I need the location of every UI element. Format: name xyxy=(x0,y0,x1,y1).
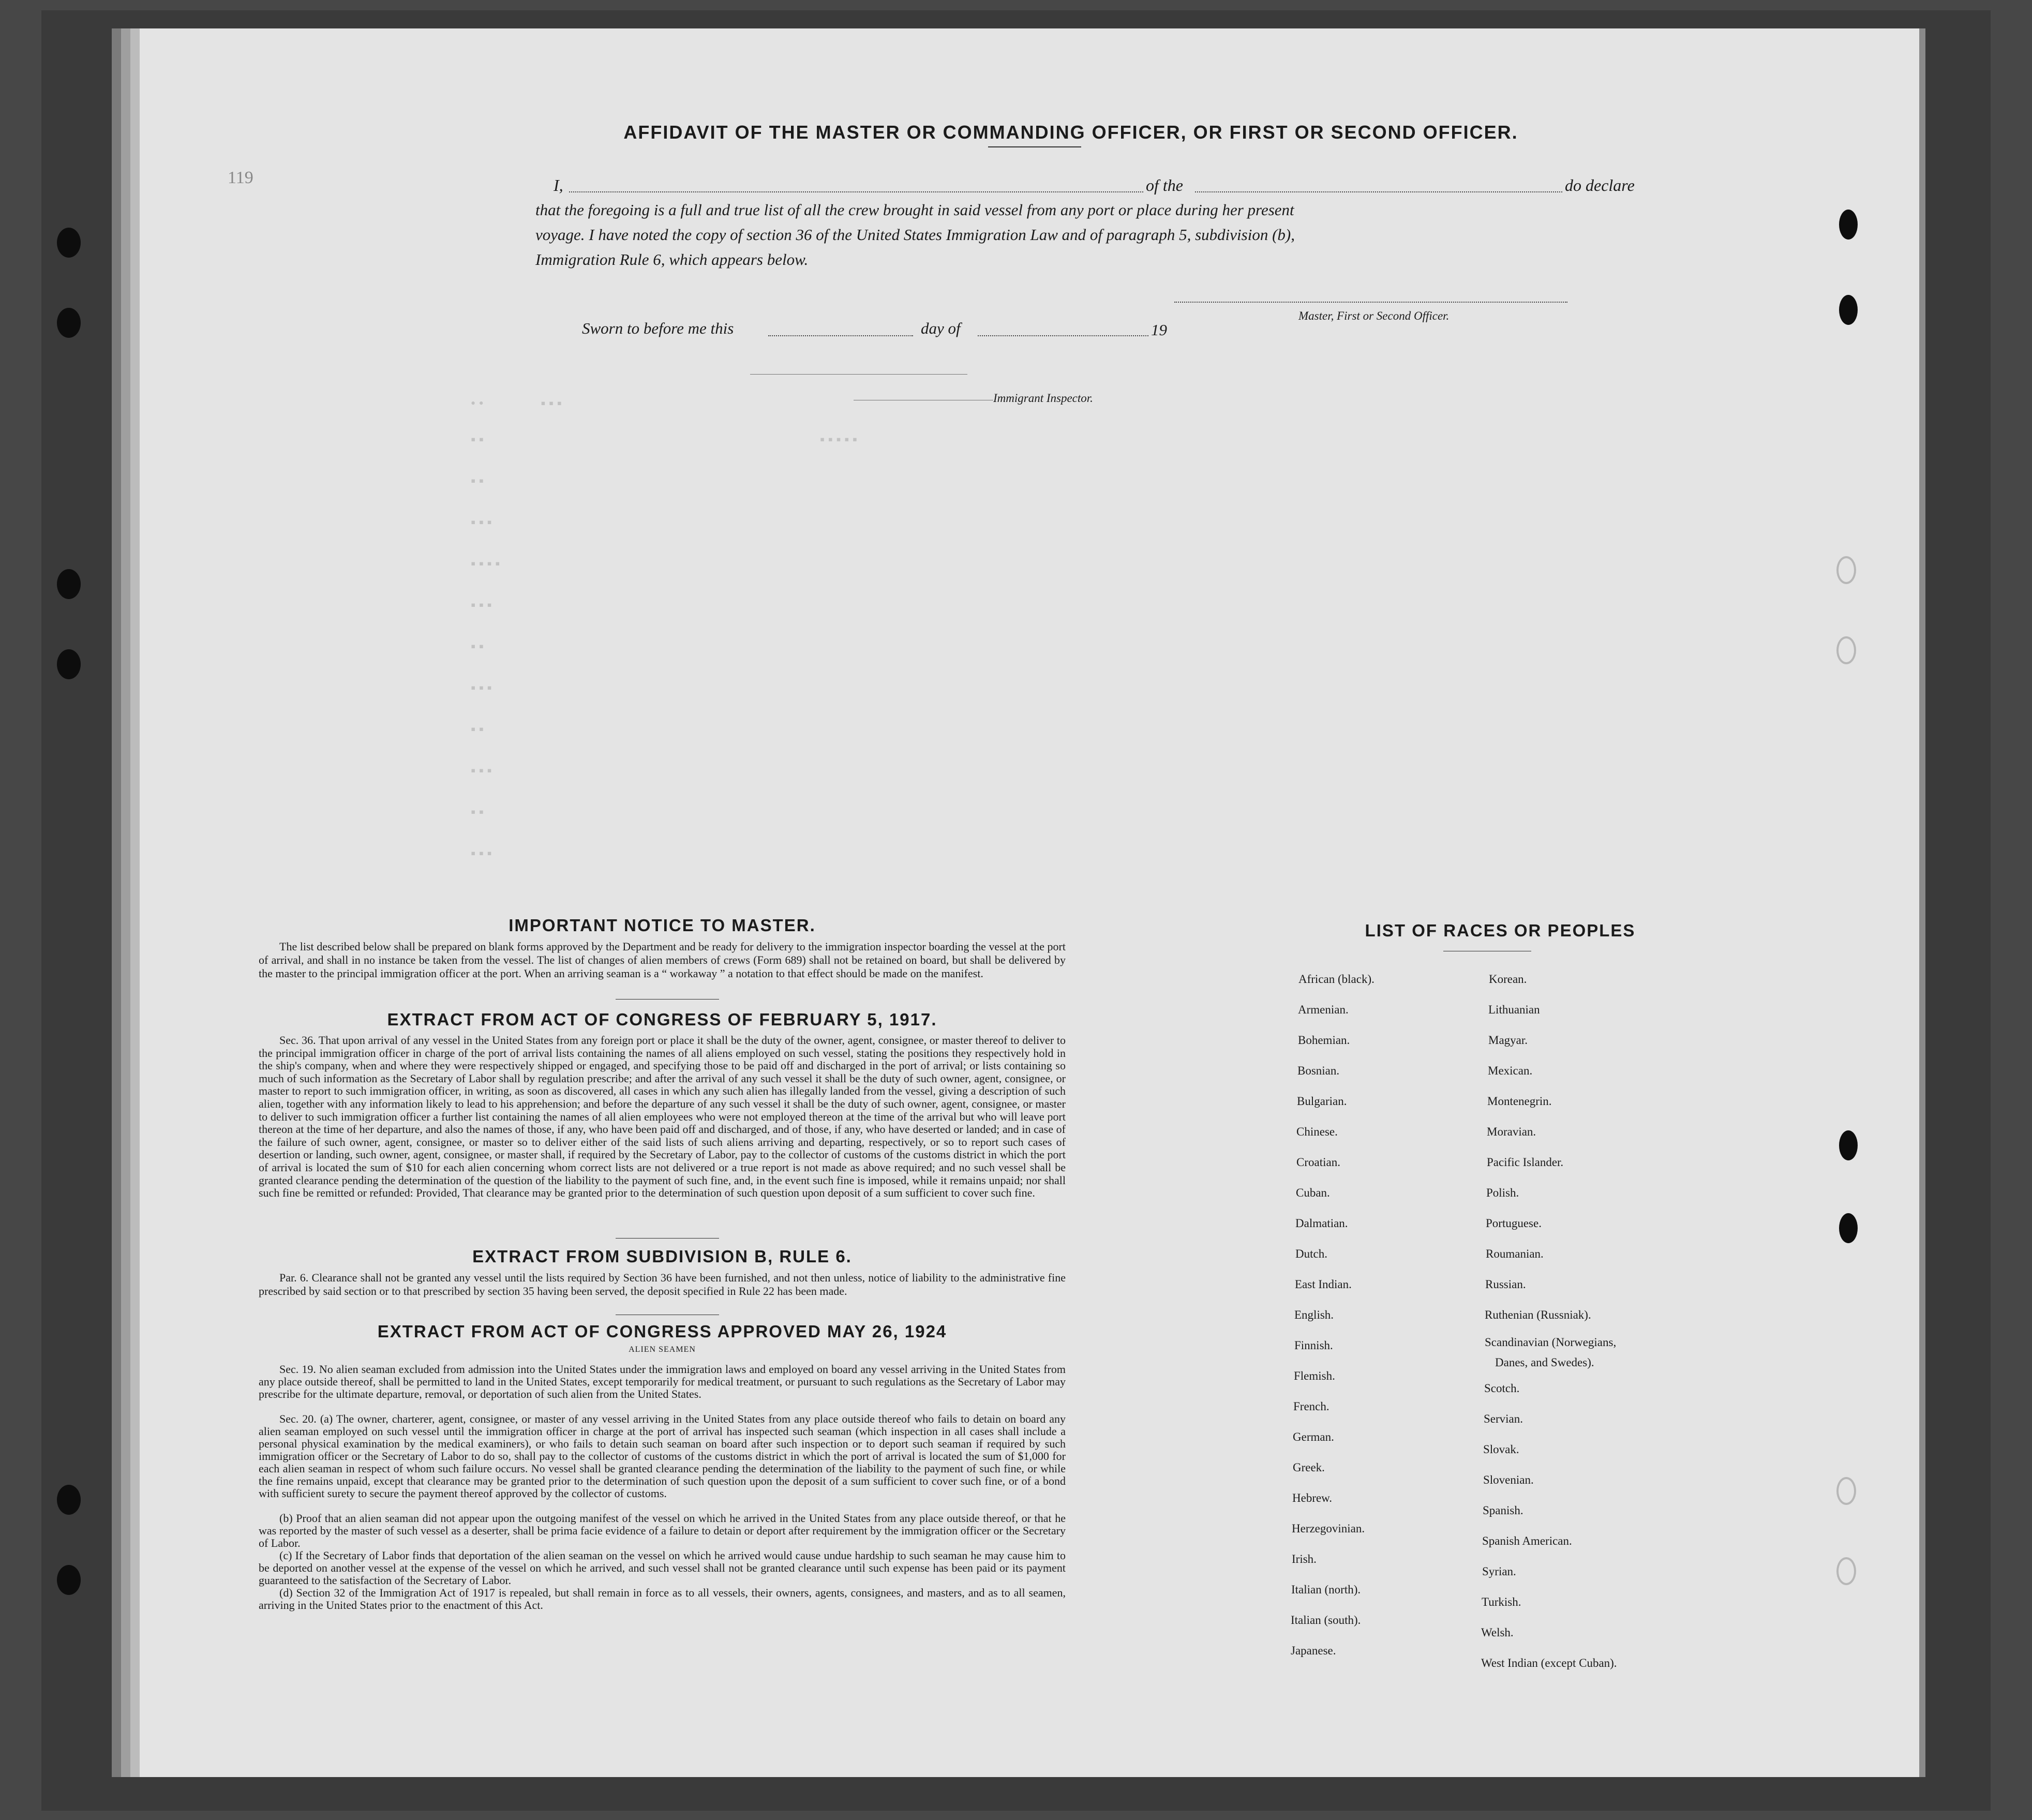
race-item: Italian (north). xyxy=(1291,1583,1361,1596)
race-item: Croatian. xyxy=(1296,1156,1340,1169)
extract-1924-p1: Sec. 19. No alien seaman excluded from admission into the United States under the immigration laws and employed on board any vessel arriving in the United States from any place outside thereof, shall be permitted to land in the United States, except temporarily for medical treatment, or pursuant to such regulations as the Secretary of Labor may prescribe for the ultimate departure, removal, or deportation of such alien from the United States. xyxy=(259,1363,1066,1400)
race-item: African (black). xyxy=(1298,973,1374,986)
race-item: English. xyxy=(1294,1308,1334,1321)
race-item: Moravian. xyxy=(1487,1125,1536,1138)
punch-hole xyxy=(1839,1213,1858,1243)
extract-rule6-text: Par. 6. Clearance shall not be granted any vessel until the lists required by Section 36 have been furnished, and not then unless, notice of liability to the administrative fine prescribed by said section or to that prescribed by section 35 having been served, the deposit specified in Rule 22 has been made. xyxy=(259,1271,1066,1297)
inspector-label: Immigrant Inspector. xyxy=(993,392,1093,405)
bleed-through-text: • • ▪ ▪ ▪ xyxy=(471,396,562,411)
race-item: Chinese. xyxy=(1296,1125,1338,1138)
race-item: Dutch. xyxy=(1295,1247,1327,1260)
race-item: Portuguese. xyxy=(1486,1217,1542,1230)
race-item: Roumanian. xyxy=(1486,1247,1544,1260)
bleed-through-text: ▪ ▪ ▪ xyxy=(471,846,492,861)
race-item: Greek. xyxy=(1293,1461,1325,1474)
punch-hole xyxy=(1836,1557,1856,1585)
affidavit-i: I, xyxy=(554,176,563,195)
punch-hole xyxy=(57,569,81,599)
punch-hole xyxy=(1836,636,1856,664)
race-item: Servian. xyxy=(1484,1412,1523,1425)
race-item: Russian. xyxy=(1485,1278,1526,1291)
race-item: Dalmatian. xyxy=(1295,1217,1348,1230)
races-title: LIST OF RACES OR PEOPLES xyxy=(1365,921,1636,940)
race-item: Korean. xyxy=(1489,973,1527,986)
extract-1924-p2: Sec. 20. (a) The owner, charterer, agent, consignee, or master of any vessel arriving in the United States from any place outside thereof who fails to detain on board any alien seaman employed on such vessel until the immigration officer in charge at the port of arrival has inspected such seaman (which inspection in all cases shall include a personal physical examination by the medical examiners), or who fails to detain such seaman on board after such inspection or to deport such seaman if required by such immigration officer or the Secretary of Labor to do so, shall pay to the collector of customs of the customs district in which the port of arrival is located the sum of $1,000 for each alien seaman in respect of whom such failure occurs. No vessel shall be granted clearance pending the determination of the liability to the payment of such fine, or while the fine remains unpaid, except that clearance may be granted prior to the determination of such question upon the deposit of a sum sufficient to cover such fine, or of a bond with sufficient surety to secure the payment thereof approved by the collector of customs. xyxy=(259,1412,1066,1500)
punch-hole xyxy=(57,649,81,679)
extract-1924-subtitle: ALIEN SEAMEN xyxy=(629,1345,696,1354)
margin-stamp: 119 xyxy=(228,168,253,187)
affidavit-line-1 xyxy=(554,176,563,195)
punch-hole xyxy=(1836,556,1856,584)
race-item: Armenian. xyxy=(1298,1003,1349,1016)
race-item: Scotch. xyxy=(1484,1382,1520,1395)
punch-hole xyxy=(57,308,81,338)
sworn-text: Sworn to before me this xyxy=(582,319,734,337)
title-rule xyxy=(988,146,1081,147)
race-item: Slovak. xyxy=(1483,1443,1519,1456)
notice-text: The list described below shall be prepared on blank forms approved by the Department and be ready for delivery to the immigration inspector boarding the vessel at the port of arrival, and shall in no instance be taken from the vessel. The list of changes of alien members of crews (Form 689) shall not be retained on board, but shall be delivered by the master to the principal immigration officer at the port. When an arriving seaman is a “ workaway ” a notation to that effect should be made on the manifest. xyxy=(259,940,1066,980)
punch-hole xyxy=(1839,1130,1858,1160)
extract-1924-p3: (b) Proof that an alien seaman did not appear upon the outgoing manifest of the vessel on which he arrived in the United States from any place outside thereof, or that he was reported by the master of such vessel as a deserter, shall be prima facie evidence of a failure to detain or deport after requirement by the immigration officer or the Secretary of Labor. xyxy=(259,1512,1066,1549)
race-item: Polish. xyxy=(1486,1186,1519,1199)
affidavit-title: AFFIDAVIT OF THE MASTER OR COMMANDING OFFICER, OR FIRST OR SECOND OFFICER. xyxy=(623,122,1518,143)
race-item: Turkish. xyxy=(1482,1595,1521,1608)
race-item: Pacific Islander. xyxy=(1487,1156,1564,1169)
sworn-month-blank[interactable] xyxy=(978,335,1148,336)
name-blank[interactable] xyxy=(569,191,1143,192)
bleed-through-text: ▪ ▪ ▪ xyxy=(471,598,492,613)
race-item: Welsh. xyxy=(1481,1626,1514,1639)
race-item: Flemish. xyxy=(1294,1369,1335,1382)
race-item: Bohemian. xyxy=(1298,1034,1350,1047)
race-item: Slovenian. xyxy=(1483,1473,1534,1486)
extract-1917-text: Sec. 36. That upon arrival of any vessel in the United States from any foreign port or place it shall be the duty of the owner, agent, consignee, or master thereof to deliver to the principal immigration officer in charge of the port of arrival lists containing the names of all aliens employed on such vessel, stating the positions they respectively hold in the ship's company, when and where they were respectively shipped or engaged, and specifying those to be paid off and discharged in the port of arrival; or lists containing so much of such information as the Secretary of Labor shall by regulation prescribe; and after the arrival of any such vessel it shall be the duty of such owner, agent, consignee, or master to report to such immigration officer, in writing, as soon as discovered, all cases in which any such alien has illegally landed from the vessel, giving a description of such alien, together with any information likely to lead to his apprehension; and before the departure of any such vessel it shall be the duty of such owner, agent, consignee, or master to deliver to such immigration officer a further list containing the names of all alien employees who were not employed thereon at the time of the arrival but who will leave port thereon at the time of her departure, and also the names of those, if any, who have been paid off and discharged, and of those, if any, who have deserted or landed; and in case of the failure of such owner, agent, consignee, or master so to deliver either of the said lists of such aliens arriving and departing, respectively, or so to report such cases of desertion or landing, such owner, agent, consignee, or master shall, if required by the Secretary of Labor, pay to the collector of customs of the customs district in which the port of arrival is located the sum of $10 for each alien concerning whom correct lists are not delivered or a true report is not made as above required; and no such vessel shall be granted clearance pending the determination of the question of the liability to the payment of such fine, and, in the event such fine is imposed, while it remains unpaid; nor shall such fine be remitted or refunded: Provided, That clearance may be granted prior to the determination of such question upon deposit of a sum sufficient to cover such fine. xyxy=(259,1034,1066,1200)
sworn-day-blank[interactable] xyxy=(768,335,913,336)
race-item: Finnish. xyxy=(1294,1339,1333,1352)
race-item: East Indian. xyxy=(1295,1278,1352,1291)
extract-1924-p5: (d) Section 32 of the Immigration Act of 1917 is repealed, but shall remain in force as to all vessels, their owners, agents, consignees, and masters, and as to all seamen, arriving in the United States prior to the enactment of this Act. xyxy=(259,1586,1066,1612)
race-item: Herzegovinian. xyxy=(1292,1522,1365,1535)
race-item: Scandinavian (Norwegians, xyxy=(1485,1336,1617,1349)
race-item: French. xyxy=(1293,1400,1329,1413)
race-item: Mexican. xyxy=(1488,1064,1533,1077)
race-item: Hebrew. xyxy=(1292,1491,1333,1504)
extract-rule6-title: EXTRACT FROM SUBDIVISION B, RULE 6. xyxy=(472,1247,852,1266)
affidavit-line-3: voyage. I have noted the copy of section 36 of the United States Immigration Law and of paragraph 5, subdivision (b), xyxy=(535,226,1295,244)
bleed-through-text: ▪ ▪ ▪ ▪ ▪ ▪ ▪ xyxy=(471,432,858,447)
manifest-page xyxy=(140,28,1919,1777)
race-continuation: Danes, and Swedes). xyxy=(1495,1356,1594,1369)
affidavit-line-2: that the foregoing is a full and true list of all the crew brought in said vessel from any port or place during her present xyxy=(535,201,1294,219)
punch-hole xyxy=(57,1485,81,1515)
race-item: Lithuanian xyxy=(1488,1003,1540,1016)
master-signature-label: Master, First or Second Officer. xyxy=(1298,309,1450,322)
notice-title: IMPORTANT NOTICE TO MASTER. xyxy=(509,916,816,935)
day-of-text: day of xyxy=(921,319,961,337)
race-item: West Indian (except Cuban). xyxy=(1481,1657,1617,1669)
extract-1924-title: EXTRACT FROM ACT OF CONGRESS APPROVED MAY 26, 1924 xyxy=(377,1322,947,1341)
bleed-through-text: ▪ ▪ xyxy=(471,639,484,654)
race-item: Bosnian. xyxy=(1297,1064,1340,1077)
bleed-through-text: ▪ ▪ ▪ xyxy=(471,763,492,778)
race-item: Montenegrin. xyxy=(1487,1095,1552,1108)
section-rule xyxy=(616,1238,719,1239)
master-signature-blank[interactable] xyxy=(1174,302,1567,303)
race-item: Magyar. xyxy=(1488,1034,1528,1047)
bleed-through-text: ▪ ▪ ▪ xyxy=(471,515,492,530)
race-item: Japanese. xyxy=(1291,1644,1336,1657)
bleed-through-text: ▪ ▪ ▪ xyxy=(471,680,492,695)
race-item: Cuban. xyxy=(1296,1186,1330,1199)
race-item: Spanish. xyxy=(1483,1504,1523,1517)
punch-hole xyxy=(1839,210,1858,240)
race-item: Bulgarian. xyxy=(1297,1095,1347,1108)
punch-hole xyxy=(1839,295,1858,325)
bleed-through-text: ▪ ▪ ▪ ▪ xyxy=(471,556,500,571)
race-item: Syrian. xyxy=(1482,1565,1516,1578)
vessel-blank[interactable] xyxy=(1195,191,1562,192)
bleed-through-text: ▪ ▪ xyxy=(471,722,484,737)
race-item: Irish. xyxy=(1292,1553,1317,1565)
affidavit-line-4: Immigration Rule 6, which appears below. xyxy=(535,250,809,268)
race-item: German. xyxy=(1293,1430,1334,1443)
affidavit-declare: do declare xyxy=(1565,176,1635,195)
extract-1917-title: EXTRACT FROM ACT OF CONGRESS OF FEBRUARY 5, 1917. xyxy=(387,1010,937,1029)
year-text: 19 xyxy=(1151,321,1167,339)
race-item: Italian (south). xyxy=(1291,1614,1361,1627)
bleed-through-text: ▪ ▪ xyxy=(471,804,484,819)
race-item: Spanish American. xyxy=(1482,1534,1572,1547)
punch-hole xyxy=(57,1565,81,1595)
affidavit-of-the: of the xyxy=(1146,176,1183,195)
punch-hole xyxy=(57,228,81,258)
bleed-through-text: ▪ ▪ xyxy=(471,473,484,488)
inspector-rule-1 xyxy=(750,374,967,375)
extract-1924-p4: (c) If the Secretary of Labor finds that deportation of the alien seaman on the vessel on which he arrived would cause undue hardship to such seaman he may cause him to be deported on another vessel at the expense of the vessel on which he arrived, and such vessel shall not be granted clearance until such expense has been paid or its payment guaranteed to the satisfaction of the Secretary of Labor. xyxy=(259,1549,1066,1587)
punch-hole xyxy=(1836,1477,1856,1505)
race-item: Ruthenian (Russniak). xyxy=(1485,1308,1591,1321)
